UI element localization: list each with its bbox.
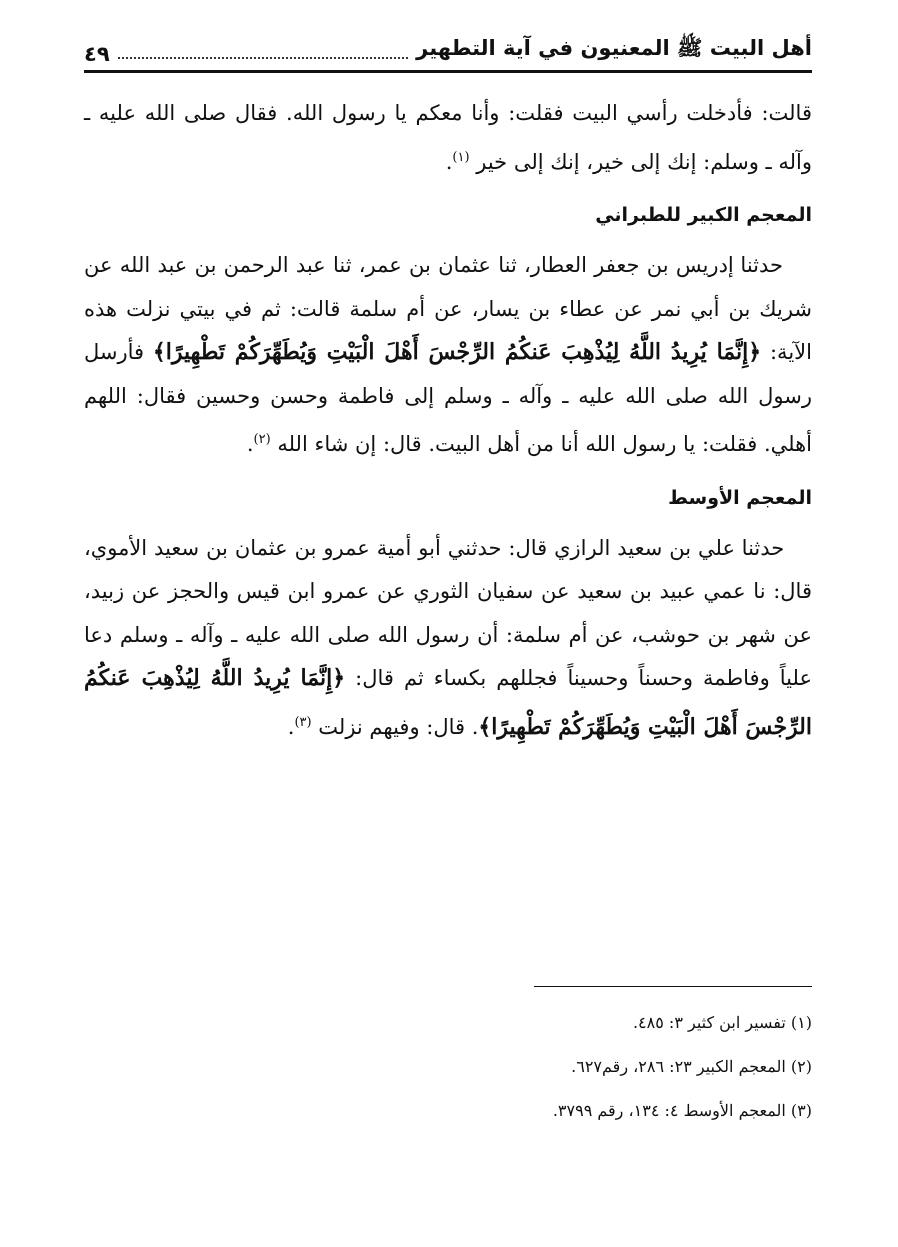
footnote-2: (٢) المعجم الكبير ٢٣: ٢٨٦، رقم٦٢٧. — [571, 1057, 812, 1076]
paragraph-2-text-b: فأرسل رسول الله صلى الله عليه ـ وآله ـ وسلم إلى فاطمة وحسن وحسين فقال: اللهم أهلي. فقلت: يا رسول الله أنا من أهل البيت. قال: إن شاء الله — [84, 340, 812, 456]
paragraph-2-text-a: حدثنا إدريس بن جعفر العطار، ثنا عثمان بن عمر، ثنا عبد الرحمن بن عبد الله عن شريك بن أبي نمر عن عطاء بن يسار، عن أم سلمة قالت: ثم في بيتي نزلت هذه الآية: — [84, 253, 812, 364]
paragraph-3-text-a: حدثنا علي بن سعيد الرازي قال: حدثني أبو أمية عمرو بن عثمان بن سعيد الأموي، قال: نا عمي عبيد بن سعيد عن سفيان الثوري عن عمرو ابن قيس والحجز عن زبيد، عن شهر بن حوشب، عن أم سلمة: أن رسول الله صلى الله عليه ـ وآله ـ وسلم دعا علياً وفاطمة وحسناً وحسيناً فجللهم بكساء ثم قال: — [84, 535, 812, 690]
section-heading-2: المعجم الأوسط — [668, 486, 812, 509]
footnotes — [84, 1012, 812, 1144]
section-heading-1: المعجم الكبير للطبراني — [595, 204, 812, 226]
quran-verse-2: ﴿إِنَّمَا يُرِيدُ اللَّهُ لِيُذْهِبَ عَنكُمُ الرِّجْسَ أَهْلَ الْبَيْتِ وَيُطَهِّرَكُمْ تَطْهِيرًا﴾ — [84, 665, 812, 740]
page-body — [84, 92, 812, 749]
header-leader-dots — [118, 56, 408, 59]
header-rule — [84, 70, 812, 73]
footnote-rule — [534, 986, 812, 987]
paragraph-3: حدثنا علي بن سعيد الرازي قال: حدثني أبو أمية عمرو بن عثمان بن سعيد الأموي، قال: نا عمي عبيد بن سعيد عن سفيان الثوري عن عمرو ابن قيس والحجز عن زبيد، عن شهر بن حوشب، عن أم سلمة: أن رسول الله صلى الله عليه ـ وآله ـ وسلم دعا علياً وفاطمة وحسناً وحسيناً فجللهم بكساء ثم قال: ﴿إِنَّمَا يُرِيدُ اللَّهُ لِيُذْهِبَ عَنكُمُ الرِّجْسَ أَهْلَ الْبَيْتِ وَيُطَهِّرَكُمْ تَطْهِيرًا﴾. قال: وفيهم نزلت $^{(٣)}$. — [84, 535, 812, 740]
paragraph-3-text-b: . قال: وفيهم نزلت — [318, 714, 479, 739]
footnote-ref-3[interactable]: (٣) — [294, 714, 312, 730]
footnote-ref-2[interactable]: (٢) — [253, 432, 271, 447]
paragraph-1-text: قالت: فأدخلت رأسي البيت فقلت: وأنا معكم يا رسول الله. فقال صلى الله عليه ـ وآله ـ وسلم: إنك إلى خير، إنك إلى خير — [84, 101, 812, 174]
footnote-1: (١) تفسير ابن كثير ٣: ٤٨٥. — [632, 1013, 812, 1032]
footnote-ref-1[interactable]: (١) — [452, 149, 470, 165]
page-number: ٤٩ — [84, 42, 110, 66]
quran-verse-1: ﴿إِنَّمَا يُرِيدُ اللَّهُ لِيُذْهِبَ عَنكُمُ الرِّجْسَ أَهْلَ الْبَيْتِ وَيُطَهِّرَكُمْ تَطْهِيرًا﴾ — [152, 339, 762, 365]
running-header — [84, 30, 812, 70]
header-title: أهل البيت ﷺ المعنيون في آية التطهير — [416, 36, 812, 60]
footnote-3: (٣) المعجم الأوسط ٤: ١٣٤، رقم ٣٧٩٩. — [552, 1101, 812, 1120]
paragraph-2: حدثنا إدريس بن جعفر العطار، ثنا عثمان بن عمر، ثنا عبد الرحمن بن عبد الله عن شريك بن أبي نمر عن عطاء بن يسار، عن أم سلمة قالت: ثم في بيتي نزلت هذه الآية: ﴿إِنَّمَا يُرِيدُ اللَّهُ لِيُذْهِبَ عَنكُمُ الرِّجْسَ أَهْلَ الْبَيْتِ وَيُطَهِّرَكُمْ تَطْهِيرًا﴾ فأرسل رسول الله صلى الله عليه ـ وآله ـ وسلم إلى فاطمة وحسن وحسين فقال: اللهم أهلي. فقلت: يا رسول الله أنا من أهل البيت. قال: إن شاء الله $^{(٢)}$. — [84, 253, 812, 456]
paragraph-1: قالت: فأدخلت رأسي البيت فقلت: وأنا معكم يا رسول الله. فقال صلى الله عليه ـ وآله ـ وسلم: إنك إلى خير، إنك إلى خير $^{(١)}$. — [84, 101, 812, 174]
